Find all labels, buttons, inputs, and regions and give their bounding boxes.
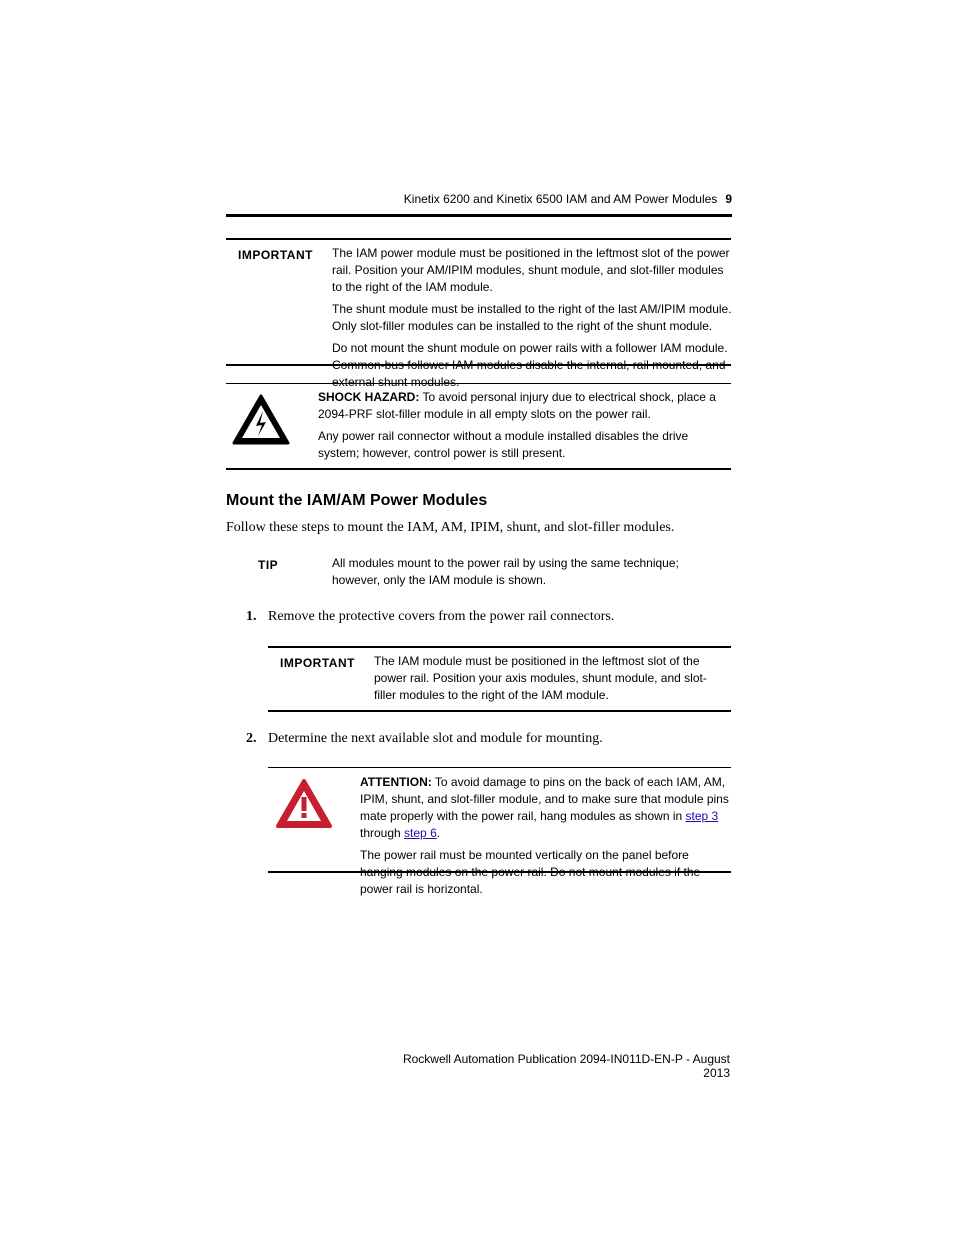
electrical-shock-warning-icon xyxy=(231,393,291,447)
attention-label: ATTENTION: xyxy=(360,775,432,789)
shock-hazard-text-2: Any power rail connector without a module installed disables the drive system; however, control power is still present. xyxy=(318,429,689,460)
attention-text: ATTENTION: To avoid damage to pins on the back of each IAM, AM, IPIM, shunt, and slot-filler module, and to make sure that module pins mate properly with the power rail, hang modules as shown in step 3 through step 6. The power rail must be mounted vertically on the panel before hanging modules on the power rail. Do not mount modules if the power rail is horizontal. xyxy=(360,775,729,896)
important-box-2 xyxy=(268,646,731,712)
tip-box xyxy=(226,554,731,594)
important-paragraph-2: The shunt module must be installed to the right of the last AM/IPIM module. Only slot-filler modules can be installed to the right of the shunt module. xyxy=(332,302,732,333)
important-text xyxy=(332,245,732,396)
shock-hazard-box xyxy=(226,383,731,470)
step-text: Remove the protective covers from the power rail connectors. xyxy=(268,609,615,624)
tip-label: TIP xyxy=(258,558,279,572)
important-label: IMPORTANT xyxy=(280,656,355,670)
important-paragraph-1: The IAM power module must be positioned in the leftmost slot of the power rail. Position your AM/IPIM modules, shunt module, and slot-filler modules to the right of the IAM module. xyxy=(332,246,730,294)
header-title: Kinetix 6200 and Kinetix 6500 IAM and AM Power Modules xyxy=(403,192,718,206)
step-2 xyxy=(246,731,603,747)
step-text: Determine the next available slot and module for mounting. xyxy=(268,731,603,746)
page-number: 9 xyxy=(725,192,732,206)
shock-hazard-label: SHOCK HAZARD: xyxy=(318,390,420,404)
step-3-link[interactable]: step 3 xyxy=(685,809,719,823)
shock-hazard-text-1: To avoid personal injury due to electrical shock, place a 2094-PRF slot-filler module in all empty slots on the power rail. xyxy=(318,390,716,421)
important-label: IMPORTANT xyxy=(238,248,313,262)
attention-warning-icon xyxy=(275,778,333,830)
attention-text-2: The power rail must be mounted vertically on the panel before hanging modules on the power rail. Do not mount modules if the power rail is horizontal. xyxy=(360,848,701,896)
tip-text: All modules mount to the power rail by using the same technique; however, only the IAM module is shown. xyxy=(332,556,679,587)
shock-hazard-text xyxy=(318,389,730,467)
section-heading: Mount the IAM/AM Power Modules xyxy=(226,492,488,509)
step-number: 2. xyxy=(246,731,257,746)
publication-footer: Rockwell Automation Publication 2094-IN011D-EN-P - August 2013 xyxy=(402,1052,730,1080)
attention-box xyxy=(268,767,731,896)
running-header xyxy=(226,192,732,210)
important-text: The IAM module must be positioned in the leftmost slot of the power rail. Position your axis modules, shunt module, and slot-filler modules to the right of the IAM module. xyxy=(374,654,707,702)
step-6-link[interactable]: step 6 xyxy=(404,826,437,840)
step-1 xyxy=(246,609,614,625)
header-rule xyxy=(226,214,732,217)
step-number: 1. xyxy=(246,609,257,624)
important-paragraph-3: Do not mount the shunt module on power rails with a follower IAM module. Common-bus follower IAM modules disable the internal, rail mounted, and external shunt modules. xyxy=(332,341,728,389)
section-intro: Follow these steps to mount the IAM, AM, IPIM, shunt, and slot-filler modules. xyxy=(226,520,675,535)
important-box-1 xyxy=(226,238,732,389)
